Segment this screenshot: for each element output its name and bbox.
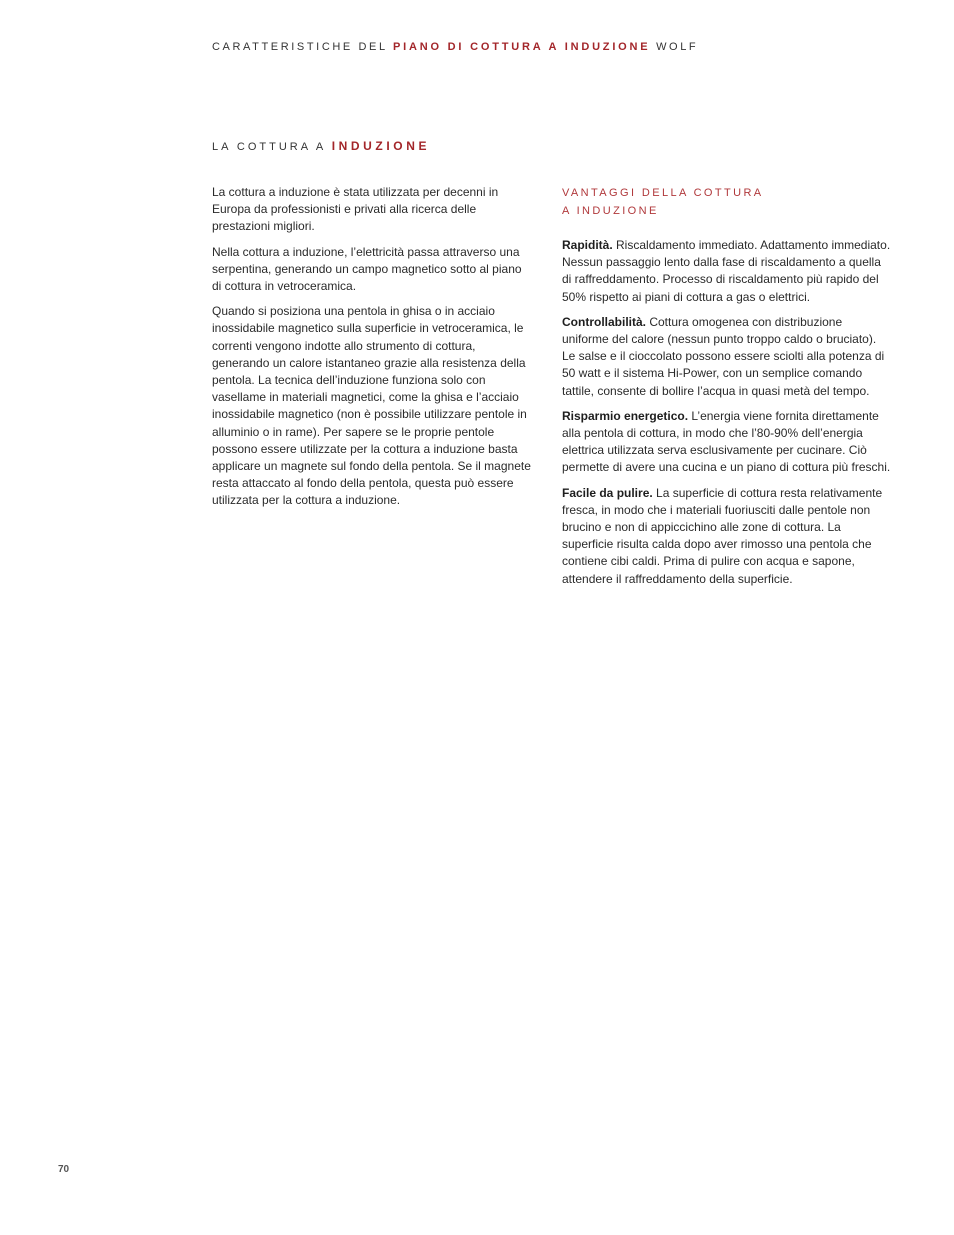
section-title [212,139,430,153]
running-header [212,41,698,53]
advantage-text: L’energia viene fornita direttamente alla pentola di cottura, in modo che l’80-90% dell’energia elettrica utilizzata serva esclusivamente per cucinare. Ciò permette di avere una cucina e un piano di cottura più freschi. [562,408,891,475]
advantage-term: Rapidità. [562,238,613,252]
advantage-control [562,314,892,400]
section-title-highlight: INDUZIONE [331,139,431,153]
advantages-subhead [562,184,892,220]
advantage-text: Riscaldamento immediato. Adattamento immediato. Nessun passaggio lento dalla fase di riscaldamento a quella di raffreddamento. Processo di riscaldamento più rapido del 50% rispetto ai piani di cottura a gas o elettrici. [562,238,891,304]
advantage-energy-saving [562,408,892,477]
advantages-subhead-line2: A INDUZIONE [562,205,659,217]
advantage-term: Controllabilità. [562,314,646,329]
right-column [562,184,892,596]
advantage-easy-clean [562,485,892,588]
advantages-subhead-line1: VANTAGGI DELLA COTTURA [562,187,764,199]
advantage-text: La superficie di cottura resta relativamente fresca, in modo che i materiali fuoriusciti dalle pentole non brucino e non di appiccichino alle zone di cottura. La superficie risulta calda dopo aver rimosso una pentola che contiene cibi caldi. Prima di pulire con acqua e sapone, attendere il raffreddamento della superficie. [562,485,883,586]
running-header-highlight: PIANO DI COTTURA A INDUZIONE [392,41,651,53]
cookware-paragraph: Quando si posiziona una pentola in ghisa o in acciaio inossidabile magnetico sulla superficie in vetroceramica, le correnti vengono indotte allo strumento di cottura, generando un calore istantaneo grazie alla resistenza della pentola. La tecnica dell’induzione funziona solo con vasellame in materiali magnetici, come la ghisa e l’acciaio inossidabile magnetico (non è possibile utilizzare pentole in alluminio o in rame). Per sapere se le proprie pentole possono essere utilizzate per la cottura a induzione basta applicare un magnete sul fondo della pentola. Se il magnete resta attaccato al fondo della pentola, questa può essere utilizzata per la cottura a induzione. [212,304,531,508]
advantage-text: Cottura omogenea con distribuzione uniforme del calore (nessun punto troppo caldo o bruciato). Le salse e il cioccolato possono essere sciolti alla potenza di 50 watt e il sistema Hi-Power, con un semplice comando tattile, consente di bollire l’acqua in quasi metà del tempo. [562,314,885,398]
advantage-speed [562,237,892,306]
left-column [212,184,534,518]
electricity-paragraph: Nella cottura a induzione, l’elettricità passa attraverso una serpentina, generando un campo magnetico sotto al piano di cottura in vetroceramica. [212,244,522,294]
running-header-prefix: CARATTERISTICHE DEL [212,41,388,53]
running-header-suffix: WOLF [656,41,699,53]
section-title-prefix: LA COTTURA A [212,141,326,153]
page-number: 70 [58,1164,70,1175]
advantage-term: Risparmio energetico. [562,408,689,423]
advantage-term: Facile da pulire. [562,485,653,500]
intro-paragraph: La cottura a induzione è stata utilizzata per decenni in Europa da professionisti e privati alla ricerca delle prestazioni migliori. [212,185,499,234]
